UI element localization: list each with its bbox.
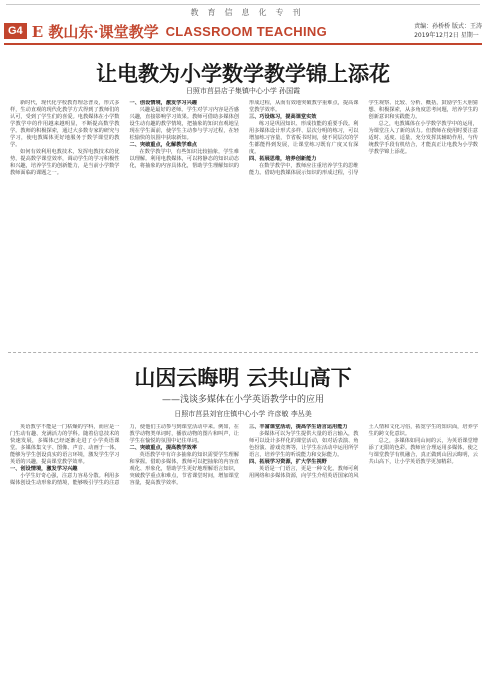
section-heading: 二、突破重点，化解教学难点 (129, 142, 197, 149)
paragraph: 兴趣是最好的老师。学生对学习内容是否感兴趣，直接影响学习效果。教师可借助多媒体创设生动有趣的教学情境，把抽象的知识直观地呈现在学生面前，使学生主动参与学习过程，在轻松愉快的氛围中获取新知。 (129, 107, 239, 142)
editor-line: 责编：孙桥桥 版式：王涛 (414, 23, 482, 30)
paragraph: 练习是巩固知识、形成技能的重要手段。利用多媒体设计形式多样、层次分明的练习，可以增加练习容量，节省板书时间，使不同层次的学生都能得到发展，让课堂练习既有广度又有深度。 (249, 121, 359, 156)
paragraph: 英语教学中有许多抽象的知识需要学生理解和掌握。借助多媒体，教师可以把抽象的内容直观化、形象化，帮助学生更好地理解语言知识，突破教学重点和难点，节省课堂时间，增加课堂容量，提高教学效率。 (129, 452, 239, 487)
article2-title: 山因云晦明 云共山高下 (134, 365, 352, 390)
masthead-rule (4, 43, 482, 45)
paragraph: 在数学教学中，有些知识比较抽象，学生难以理解。利用电教媒体，可以将静态的知识动态化，将抽象的内容具体化，帮助学生理解知识的形成过程，从而有效地突破教学重难点，提高课堂教学效率。 (129, 100, 359, 170)
section-heading: 一、创设情境，激发学习兴趣 (129, 100, 197, 106)
page-number: G4 (4, 23, 27, 39)
column-title: E 教山东·课堂教学 (31, 22, 159, 41)
article2-subtitle: ——浅谈多媒体在小学英语教学中的应用 (161, 395, 324, 405)
issue-info (414, 22, 482, 40)
paragraph: 总之，电教媒体在小学数学教学中的运用，为课堂注入了新的活力。但教师在使用时要注意适时、适度、适量，充分发挥其辅助作用，与传统教学手段有机结合，才能真正让电教为小学数学教学锦上添花。 (368, 121, 478, 156)
paragraph: 新时代，现代化学校教育理念普及，形式多样，生动直观的现代化教学方式得到了教师们的认可，受到了学生们的喜爱。电教媒体在小学数学教学中的作用越来越明显，不断提高数学教学。教师的积极探索，通过大多数专家的研究与学习，使电教媒体更好地服务于数学课堂的教学。 (10, 100, 120, 149)
paragraph: 多媒体可以为学生提供大量的语言输入，教师可以设计多样化的课堂活动，如对话表演、角色扮演、游戏竞赛等，让学生在活动中运用所学语言，培养学生的听说能力和交际能力。 (249, 431, 359, 459)
section-heading: 四、拓展思维，培养创新能力 (249, 156, 317, 163)
section-heading: 三、丰富课堂活动，提高学生语言运用能力 (249, 424, 348, 430)
article-divider (8, 352, 478, 353)
article2-byline: 日照市莒县刘官庄镇中心小学 许彦敏 李丛美 (174, 410, 312, 418)
date-line: 2019年12月2日 星期一 (414, 32, 479, 39)
paragraph: 在数学教学中，教师应注重培养学生的思维能力。借助电教媒体展示知识的形成过程，引导学生观察、比较、分析、概括，鼓励学生大胆猜想、积极探索，从多角度思考问题，培养学生的创新意识和实践能力。 (249, 100, 478, 177)
article1-body (10, 100, 478, 348)
section-heading: 二、突破重点，提高教学效率 (129, 445, 197, 452)
article1-title: 让电教为小学数学教学锦上添花 (96, 61, 390, 86)
paragraph: 总之，多媒体如同山间的云，为英语课堂增添了无限的色彩。教师应合理运用多媒体，使之与课堂教学有机融合，真正做到山因云晦明，云共山高下，让小学英语教学更加精彩。 (368, 438, 478, 466)
paragraph: 如何有效利用电教技术，发挥电教技术的优势，提高数学课堂效率，调动学生的学习积极性和兴趣，培养学生的创新能力，是当前小学数学教师面临的课题之一。 (10, 149, 120, 177)
masthead (4, 20, 482, 42)
column-title-en: CLASSROOM TEACHING (165, 23, 327, 39)
article1-byline: 日照市莒县店子集镇中心小学 孙国霞 (185, 87, 301, 95)
paragraph: 英语教学不能是一门枯燥的学科，而应是一门生动有趣、充满活力的学科。随着信息技术的快速发展，多媒体已经逐渐走进了小学英语课堂。多媒体集文字、图像、声音、动画于一体，能够为学生创设真实的语言环境，激发学生学习英语的兴趣，提高课堂教学效率。 (10, 424, 120, 466)
paragraph: 英语是一门语言，更是一种文化。教师可利用网络和多媒体资源，向学生介绍英语国家的风土人情和文化习俗，拓宽学生的知识面，培养学生的跨文化意识。 (249, 424, 478, 480)
section-heading: 三、巧设练习，提高课堂实效 (249, 114, 317, 121)
article2-body (10, 424, 478, 686)
section-heading: 四、拓展学习资源，扩大学生视野 (249, 459, 327, 466)
section-banner: 教育信息化专刊 (190, 7, 310, 17)
section-heading: 一、创设情境，激发学习兴趣 (10, 466, 78, 473)
paragraph: 小学生好奇心强，注意力容易分散。利用多媒体创设生动形象的情境，能够吸引学生的注意力，使他们主动参与到课堂活动中来。例如，在教学动物类单词时，播放动物的图片和叫声，让学生在愉悦的氛围中记住单词。 (10, 424, 239, 487)
